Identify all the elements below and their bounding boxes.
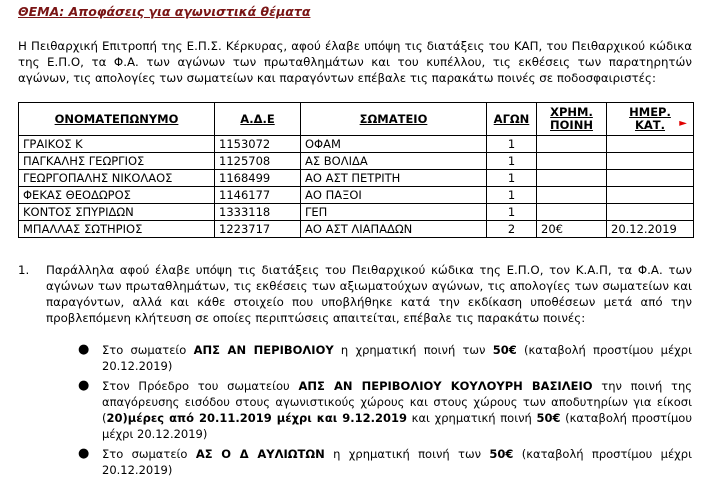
cell-fine	[537, 153, 607, 170]
bullet-text: (καταβολή προστίμου μέχρι 20.12.2019)	[102, 411, 692, 441]
bullet-bold: 50€	[536, 411, 561, 425]
cell-name: ΜΠΑΛΛΑΣ ΣΩΤΗΡΙΟΣ	[19, 221, 215, 238]
table-row	[19, 204, 694, 221]
numbered-paragraph	[18, 262, 692, 326]
cell-club: ΑΣ ΒΟΛΙΔΑ	[301, 153, 487, 170]
cell-games: 1	[487, 170, 537, 187]
table-row	[19, 187, 694, 204]
cell-games: 1	[487, 204, 537, 221]
cell-club: ΑΟ ΠΑΞΟΙ	[301, 187, 487, 204]
paragraph-text: Παράλληλα αφού έλαβε υπόψη τις διατάξεις του Πειθαρχικού κώδικα της Ε.Π.Ο, τον Κ.Α.Π, τα Φ.Α. των αγώνων των πρωταθλημάτων, τις εκθέσεις των αξιωματούχων αγώνων, τις απολογίες των σωματείων και παραγόντων, αλλά και κάθε στοιχείο που υποβλήθηκε κατά την εκδίκαση υποθέσεων μετά από την προβλεπόμενη κλήτευση σε οποίες περιπτώσεις απαιτείται, επέβαλε τις παρακάτω ποινές:	[46, 263, 692, 325]
cell-games: 2	[487, 221, 537, 238]
bullet-text: Στο σωματείο	[102, 343, 194, 357]
cell-name: ΓΡΑΙΚΟΣ Κ	[19, 136, 215, 153]
bullet-text: και χρηματική ποινή	[407, 411, 537, 425]
header-fine	[537, 103, 607, 136]
cell-club: ΓΕΠ	[301, 204, 487, 221]
table-row	[19, 153, 694, 170]
bullet-text: η χρηματική ποινή των	[324, 447, 490, 461]
bullet-bold: 20)μέρες από 20.11.2019 μέχρι και 9.12.2019	[106, 411, 408, 425]
bullet-item	[78, 342, 692, 374]
bullet-bold: ΑΠΣ ΑΝ ΠΕΡΙΒΟΛΙΟΥ ΚΟΥΛΟΥΡΗ ΒΑΣΙΛΕΙΟ	[298, 379, 593, 393]
cell-date: 20.12.2019	[607, 221, 694, 238]
bullet-text: την ποινή της απαγόρευσης εισόδου στους αγωνιστικούς χώρους και στους χώρους των αποδυτηρίων για είκοσι (	[102, 379, 692, 425]
cell-date	[607, 153, 694, 170]
header-fine-line2: ΠΟΙΝΗ	[550, 118, 593, 132]
bullet-text: Στο σωματείο	[102, 447, 196, 461]
bullet-text: (καταβολή προστίμου μέχρι 20.12.2019)	[102, 447, 692, 477]
header-games: ΑΓΩΝ	[487, 103, 537, 136]
cell-name: ΦΕΚΑΣ ΘΕΟΔΩΡΟΣ	[19, 187, 215, 204]
bullet-bold: ΑΠΣ ΑΝ ΠΕΡΙΒΟΛΙΟΥ	[193, 343, 334, 357]
bullet-icon: ●	[78, 342, 90, 357]
header-club: ΣΩΜΑΤΕΙΟ	[301, 103, 487, 136]
cell-date	[607, 170, 694, 187]
bullet-bold: ΑΣ Ο Δ ΑΥΛΙΩΤΩΝ	[195, 447, 325, 461]
bullet-icon: ●	[78, 378, 90, 393]
table-row	[19, 136, 694, 153]
header-date-line1: ΗΜΕΡ.	[629, 105, 671, 119]
cell-fine	[537, 204, 607, 221]
cell-games: 1	[487, 187, 537, 204]
header-name: ΟΝΟΜΑΤΕΠΩΝΥΜΟ	[19, 103, 215, 136]
paragraph-number: 1.	[18, 263, 30, 277]
table-row	[19, 221, 694, 238]
bullet-text: η χρηματική ποινή των	[333, 343, 493, 357]
cell-fine	[537, 170, 607, 187]
cell-fine: 20€	[537, 221, 607, 238]
cell-date	[607, 204, 694, 221]
cell-games: 1	[487, 136, 537, 153]
bullet-text: Στον Πρόεδρο του σωματείου	[102, 379, 299, 393]
cell-fine	[537, 187, 607, 204]
table-header-row	[19, 103, 694, 136]
header-fine-line1: ΧΡΗΜ.	[550, 105, 593, 119]
cell-date	[607, 187, 694, 204]
document-title: ΘΕΜΑ: Αποφάσεις για αγωνιστικά θέματα	[18, 4, 311, 19]
cell-name: ΓΕΩΡΓΟΠΑΛΗΣ ΝΙΚΟΛΑΟΣ	[19, 170, 215, 187]
cell-ade: 1333118	[215, 204, 301, 221]
cell-ade: 1125708	[215, 153, 301, 170]
bullet-bold: 50€	[492, 343, 517, 357]
cell-date	[607, 136, 694, 153]
cell-ade: 1168499	[215, 170, 301, 187]
header-ade: Α.Δ.Ε	[215, 103, 301, 136]
penalties-table	[18, 102, 694, 238]
cell-club: ΟΦΑΜ	[301, 136, 487, 153]
header-date-line2: ΚΑΤ.	[634, 118, 666, 132]
red-arrow-icon: ►	[679, 118, 687, 129]
cell-ade: 1146177	[215, 187, 301, 204]
cell-club: ΑΟ ΑΣΤ ΛΙΑΠΑΔΩΝ	[301, 221, 487, 238]
penalty-bullet-list	[78, 342, 692, 482]
cell-fine	[537, 136, 607, 153]
intro-paragraph: Η Πειθαρχική Επιτροπή της Ε.Π.Σ. Κέρκυρας, αφού έλαβε υπόψη τις διατάξεις του ΚΑΠ, του Πειθαρχικού κώδικα της Ε.Π.Ο, τα Φ.Α. των αγώνων των πρωταθλημάτων και του κυπέλλου, τις εκθέσεις των παρατηρητών αγώνων, τις απολογίες των σωματείων και παραγόντων επέβαλε τις παρακάτω ποινές σε ποδοσφαιριστές:	[18, 39, 692, 85]
cell-ade: 1223717	[215, 221, 301, 238]
cell-ade: 1153072	[215, 136, 301, 153]
cell-name: ΚΟΝΤΟΣ ΣΠΥΡΙΔΩΝ	[19, 204, 215, 221]
header-date	[607, 103, 694, 136]
cell-club: ΑΟ ΑΣΤ ΠΕΤΡΙΤΗ	[301, 170, 487, 187]
bullet-icon: ●	[78, 446, 90, 461]
bullet-bold: 50€	[489, 447, 514, 461]
bullet-text: (καταβολή προστίμου μέχρι 20.12.2019)	[102, 343, 692, 373]
cell-games: 1	[487, 153, 537, 170]
bullet-item	[78, 446, 692, 478]
cell-name: ΠΑΓΚΑΛΗΣ ΓΕΩΡΓΙΟΣ	[19, 153, 215, 170]
table-row	[19, 170, 694, 187]
bullet-item	[78, 378, 692, 442]
